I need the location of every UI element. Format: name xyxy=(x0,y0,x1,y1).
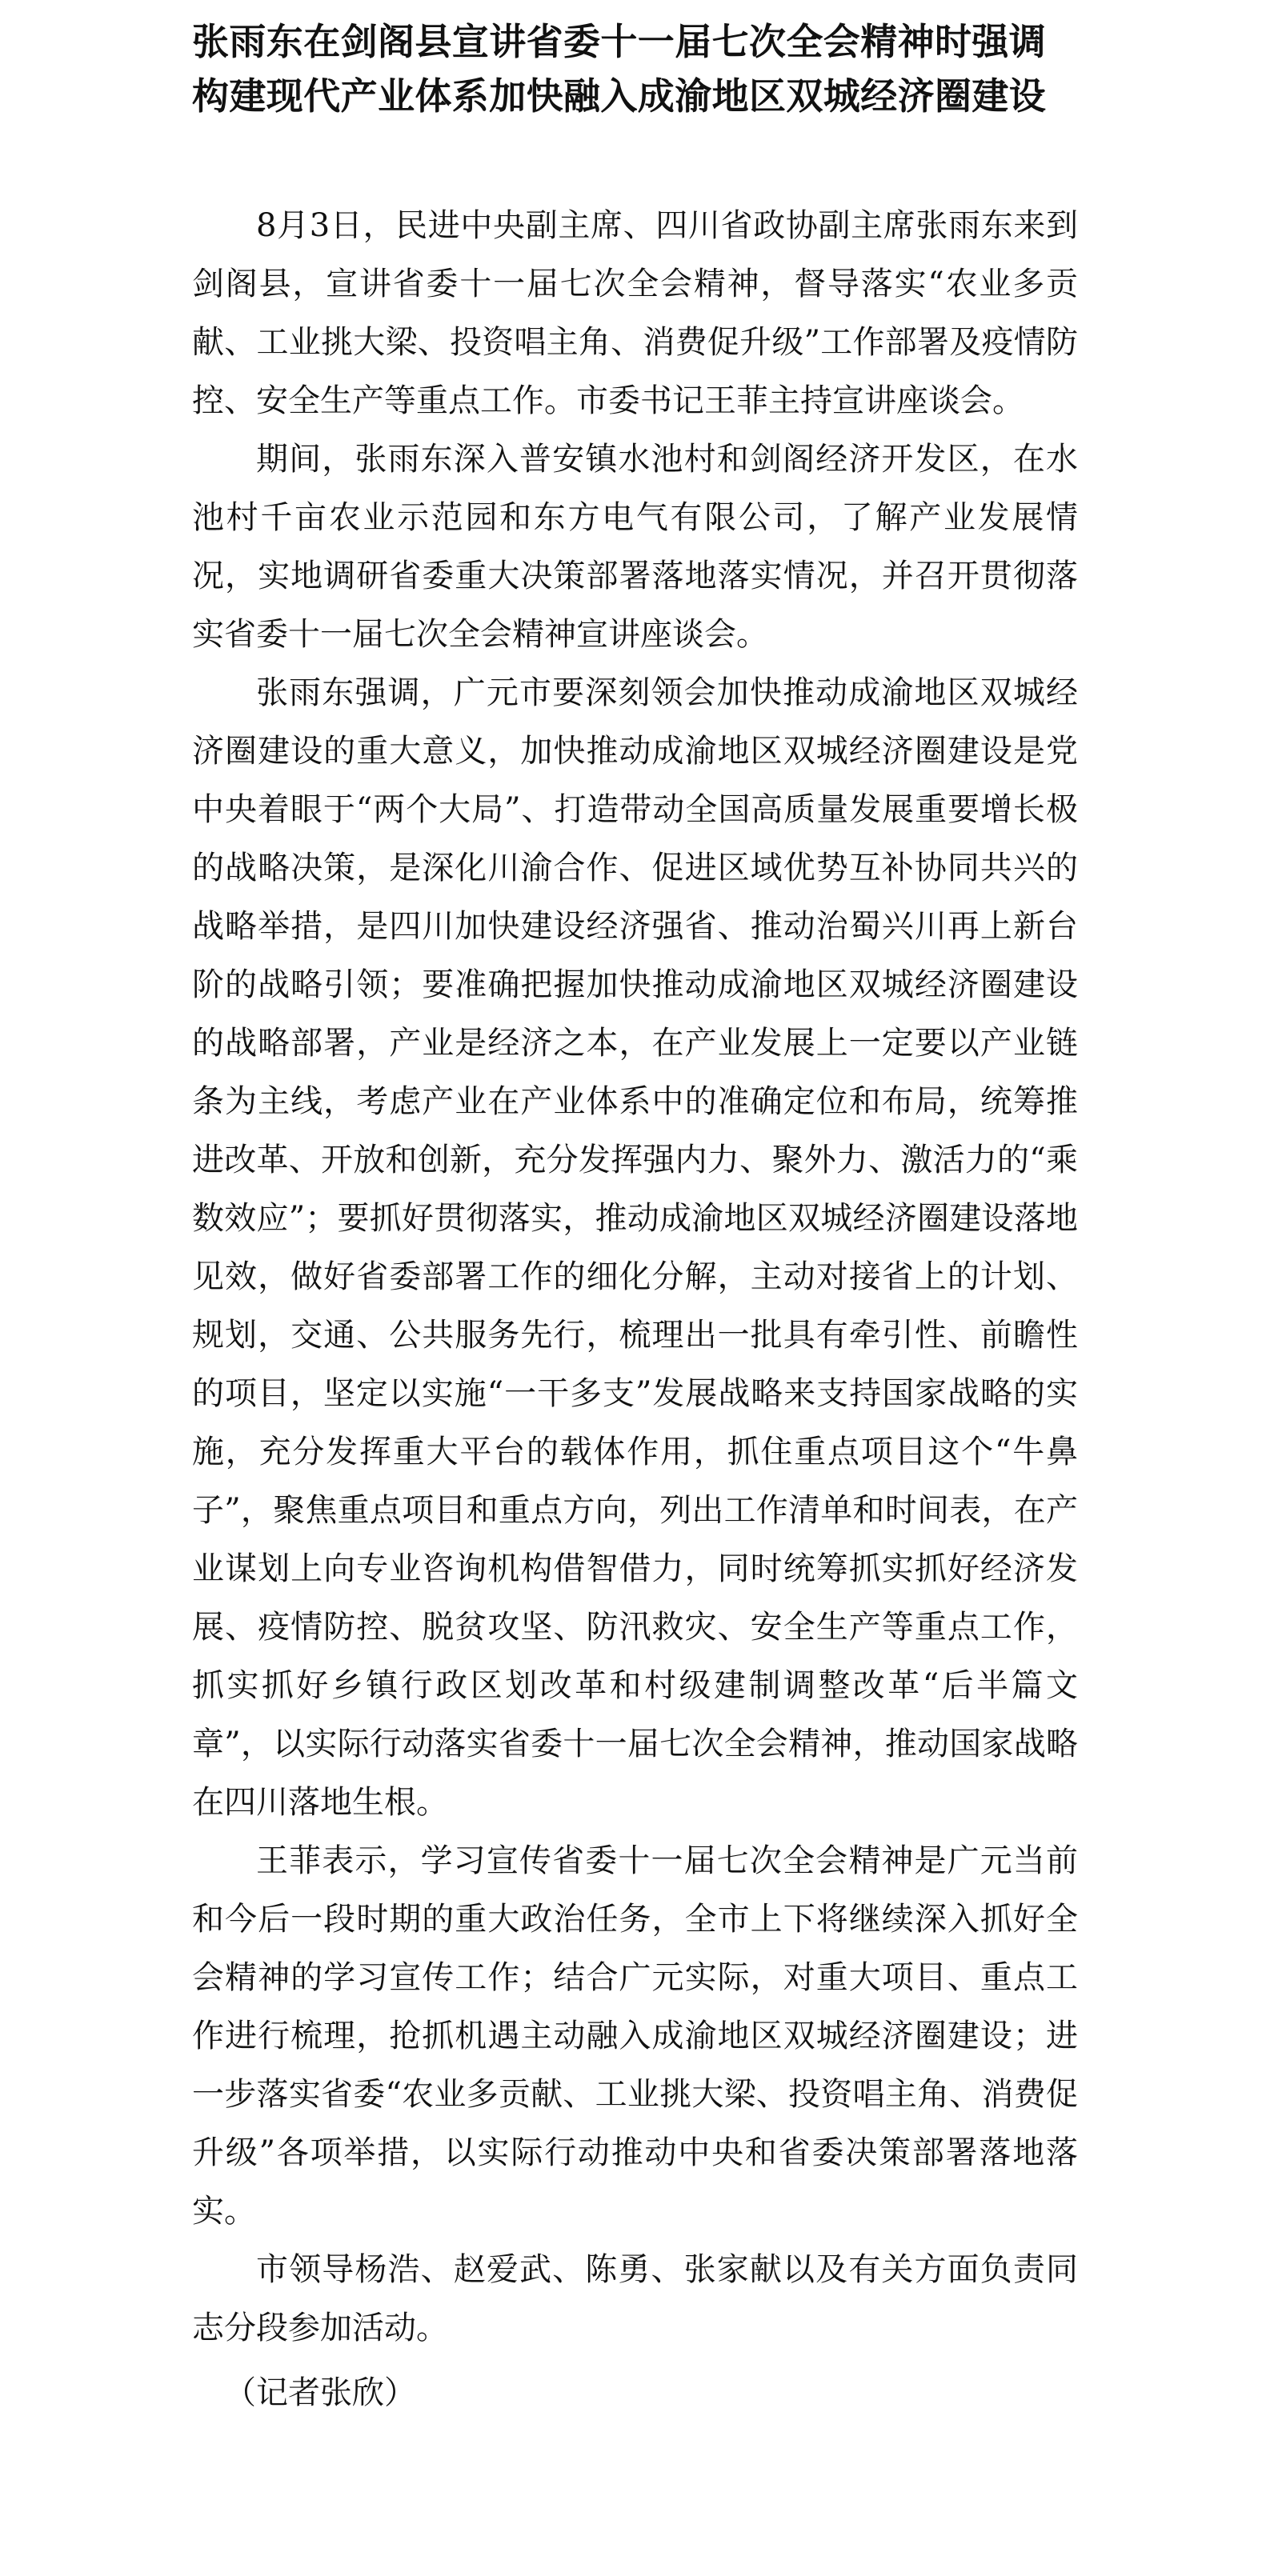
paragraph-key-remarks: 张雨东强调，广元市要深刻领会加快推动成渝地区双城经济圈建设的重大意义，加快推动成渝地区双城经济圈建设是党中央着眼于“两个大局”、打造带动全国高质量发展重要增长极的战略决策，是深化川渝合作、促进区域优势互补协同共兴的战略举措，是四川加快建设经济强省、推动治蜀兴川再上新台阶的战略引领；要准确把握加快推动成渝地区双城经济圈建设的战略部署，产业是经济之本，在产业发展上一定要以产业链条为主线，考虑产业在产业体系中的准确定位和布局，统筹推进改革、开放和创新，充分发挥强内力、聚外力、激活力的“乘数效应”；要抓好贯彻落实，推动成渝地区双城经济圈建设落地见效，做好省委部署工作的细化分解，主动对接省上的计划、规划，交通、公共服务先行，梳理出一批具有牵引性、前瞻性的项目，坚定以实施“一干多支”发展战略来支持国家战略的实施，充分发挥重大平台的载体作用，抓住重点项目这个“牛鼻子”，聚焦重点项目和重点方向，列出工作清单和时间表，在产业谋划上向专业咨询机构借智借力，同时统筹抓实抓好经济发展、疫情防控、脱贫攻坚、防汛救灾、安全生产等重点工作，抓实抓好乡镇行政区划改革和村级建制调整改革“后半篇文章”，以实际行动落实省委十一届七次全会精神，推动国家战略在四川落地生根。 xyxy=(192,674,1078,1821)
article-title-line-2: 构建现代产业体系加快融入成渝地区双城经济圈建设 xyxy=(192,74,1047,118)
reporter-byline: （记者张欣） xyxy=(224,2374,416,2411)
article-title xyxy=(192,14,1078,123)
article-body xyxy=(192,197,1078,2422)
article-title-line-1: 张雨东在剑阁县宣讲省委十一届七次全会精神时强调 xyxy=(192,20,1047,63)
paragraph-visit: 8月3日，民进中央副主席、四川省政协副主席张雨东来到剑阁县，宣讲省委十一届七次全会精神，督导落实“农业多贡献、工业挑大梁、投资唱主角、消费促升级”工作部署及疫情防控、安全生产等重点工作。市委书记王菲主持宣讲座谈会。 xyxy=(192,207,1078,419)
paragraph-inspection: 期间，张雨东深入普安镇水池村和剑阁经济开发区，在水池村千亩农业示范园和东方电气有限公司，了解产业发展情况，实地调研省委重大决策部署落地落实情况，并召开贯彻落实省委十一届七次全会精神宣讲座谈会。 xyxy=(192,441,1078,653)
paragraph-attendees: 市领导杨浩、赵爱武、陈勇、张家献以及有关方面负责同志分段参加活动。 xyxy=(192,2251,1078,2346)
paragraph-response: 王菲表示，学习宣传省委十一届七次全会精神是广元当前和今后一段时期的重大政治任务，全市上下将继续深入抓好全会精神的学习宣传工作；结合广元实际，对重大项目、重点工作进行梳理，抢抓机遇主动融入成渝地区双城经济圈建设；进一步落实省委“农业多贡献、工业挑大梁、投资唱主角、消费促升级”各项举措，以实际行动推动中央和省委决策部署落地落实。 xyxy=(192,1842,1078,2230)
